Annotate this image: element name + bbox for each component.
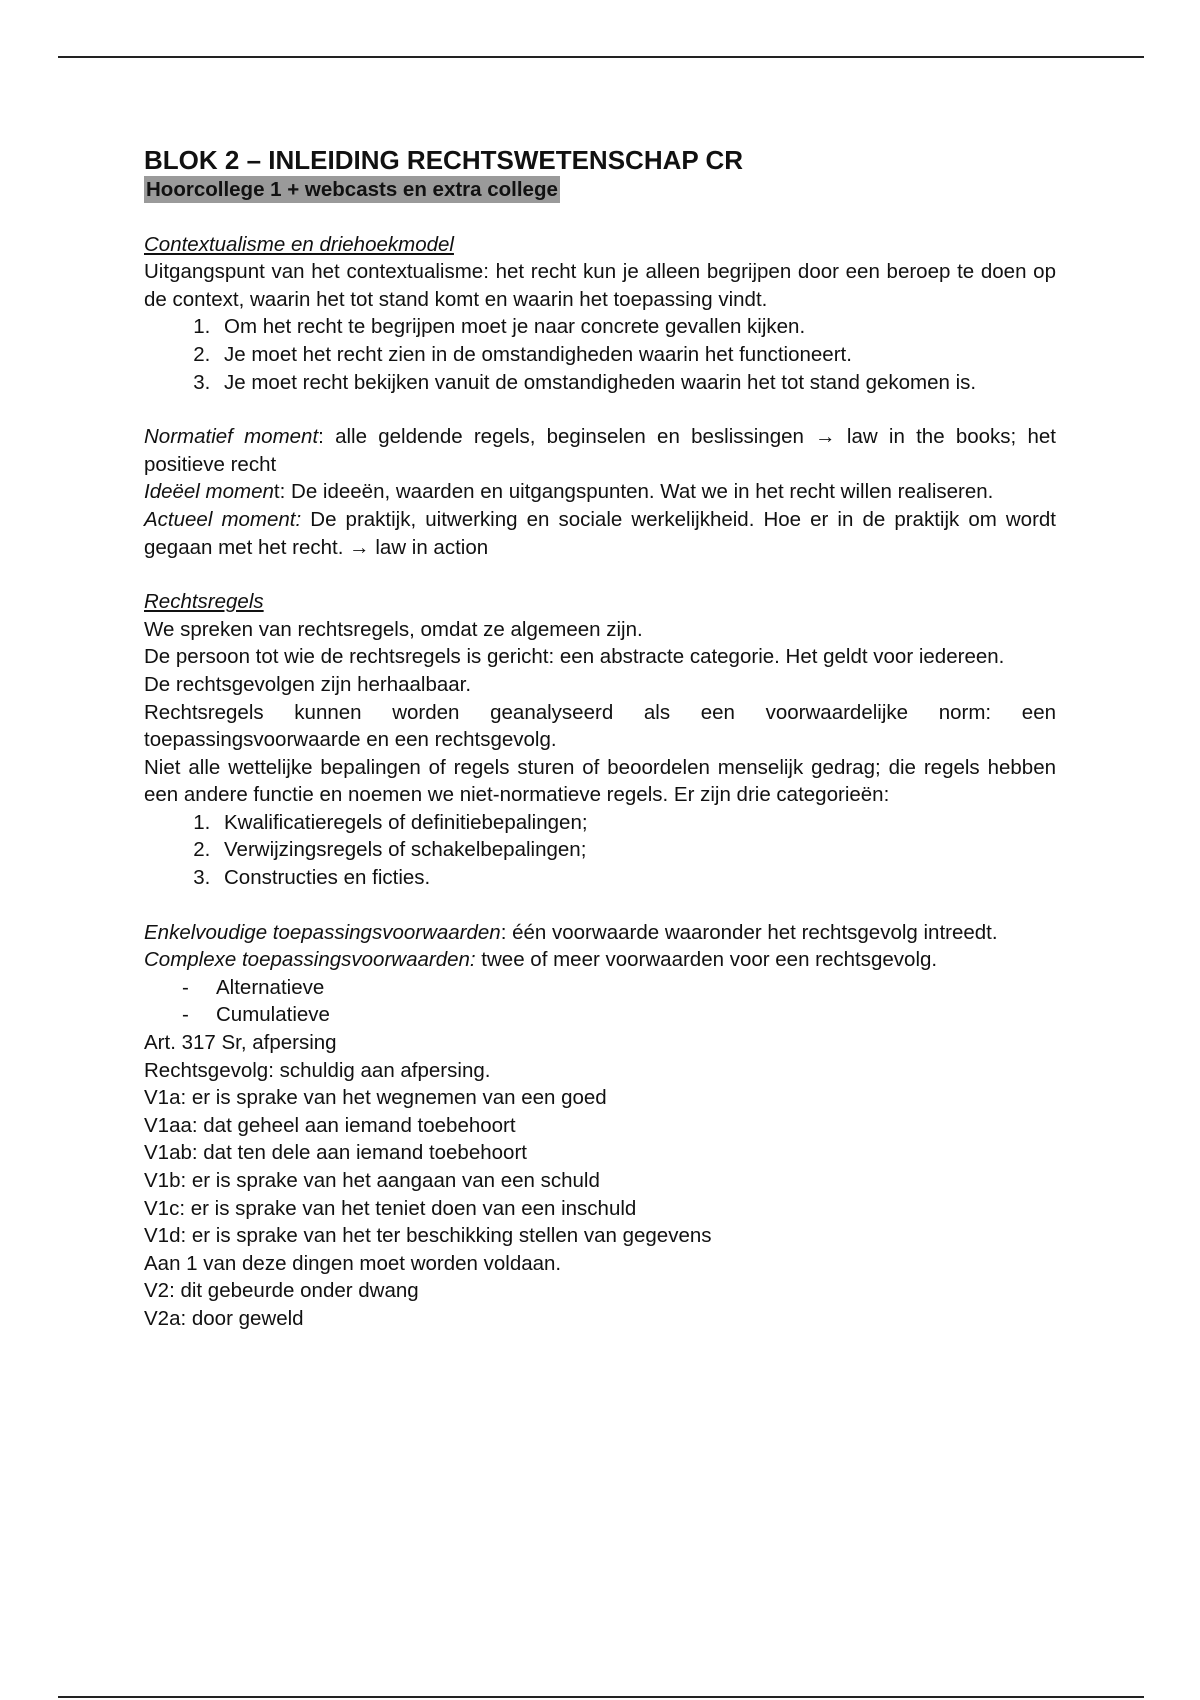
line: V1c: er is sprake van het teniet doen van een inschuld [144, 1196, 637, 1220]
line: V1a: er is sprake van het wegnemen van een goed [144, 1086, 607, 1110]
list-item: 1. Om het recht te begrijpen moet je naar concrete gevallen kijken. [216, 313, 1056, 341]
section-heading-contextualisme: Contextualisme en driehoekmodel [144, 232, 454, 256]
ideeel-text: t: De ideeën, waarden en uitgangspunten. Wat we in het recht willen realiseren. [273, 480, 994, 504]
line: V1aa: dat geheel aan iemand toebehoort [144, 1113, 516, 1137]
list-item: 2. Verwijzingsregels of schakelbepalingen; [216, 836, 1056, 864]
line: V1ab: dat ten dele aan iemand toebehoort [144, 1141, 527, 1165]
document-body [144, 144, 1056, 1333]
list-item: 3. Je moet recht bekijken vanuit de omstandigheden waarin het tot stand gekomen is. [216, 369, 1056, 397]
line: V1b: er is sprake van het aangaan van een schuld [144, 1169, 600, 1192]
actueel-text: De praktijk, uitwerking en sociale werkelijkheid. Hoe er in de praktijk om wordt gegaan met het recht. → law in action [144, 507, 1056, 559]
paragraph: We spreken van rechtsregels, omdat ze algemeen zijn. [144, 617, 643, 641]
list-item: 2. Je moet het recht zien in de omstandigheden waarin het functioneert. [216, 341, 1056, 369]
paragraph: De rechtsgevolgen zijn herhaalbaar. [144, 672, 472, 696]
normatief-term: Normatief moment [144, 425, 319, 449]
dash-list-voorwaarden [144, 974, 1056, 1029]
section-heading-rechtsregels: Rechtsregels [144, 590, 264, 614]
actueel-term: Actueel moment: [144, 507, 302, 531]
numbered-list-context [144, 313, 1056, 396]
enkelvoudige-term: Enkelvoudige toepassingsvoorwaarden [144, 920, 501, 944]
ideeel-term: Ideëel momen [144, 480, 274, 504]
line: V1d: er is sprake van het ter beschikking stellen van gegevens [144, 1224, 712, 1248]
enkelvoudige-text: : één voorwaarde waaronder het rechtsgevolg intreedt. [500, 920, 998, 944]
normatief-text: : alle geldende regels, beginselen en beslissingen → law in the books; het positieve recht [144, 425, 1056, 476]
enkelvoudige-paragraph [144, 919, 1056, 947]
bottom-rule [58, 1696, 1144, 1698]
subtitle-highlight: Hoorcollege 1 + webcasts en extra college [146, 178, 558, 201]
intro-paragraph: Uitgangspunt van het contextualisme: het recht kun je alleen begrijpen door een beroep te doen op de context, waarin het tot stand komt en waarin het toepassing vindt. [144, 260, 1056, 311]
ideeel-moment-paragraph [144, 478, 1056, 506]
complexe-term: Complexe toepassingsvoorwaarden: [144, 948, 476, 972]
line: V2a: door geweld [144, 1306, 304, 1330]
top-rule [58, 56, 1144, 58]
list-item: - Cumulatieve [144, 1001, 1056, 1029]
actueel-moment-paragraph [144, 506, 1056, 561]
line: Aan 1 van deze dingen moet worden voldaan. [144, 1251, 562, 1275]
paragraph: Niet alle wettelijke bepalingen of regels sturen of beoordelen menselijk gedrag; die regels hebben een andere functie en noemen we niet-normatieve regels. Er zijn drie categorieën: [144, 755, 1056, 807]
paragraph: Rechtsregels kunnen worden geanalyseerd als een voorwaardelijke norm: een toepassingsvoorwaarde en een rechtsgevolg. [144, 700, 1056, 752]
document-title: BLOK 2 – INLEIDING RECHTSWETENSCHAP CR [144, 145, 744, 175]
line: Rechtsgevolg: schuldig aan afpersing. [144, 1058, 491, 1082]
complexe-paragraph [144, 946, 1056, 974]
list-item: - Alternatieve [144, 974, 1056, 1002]
list-item: 3. Constructies en ficties. [216, 864, 1056, 892]
line: V2: dit gebeurde onder dwang [144, 1279, 419, 1303]
line: Art. 317 Sr, afpersing [144, 1031, 337, 1055]
paragraph: De persoon tot wie de rechtsregels is gericht: een abstracte categorie. Het geldt voor iedereen. [144, 645, 1005, 669]
normatief-moment-paragraph [144, 423, 1056, 478]
numbered-list-categories [144, 809, 1056, 892]
list-item: 1. Kwalificatieregels of definitiebepalingen; [216, 809, 1056, 837]
complexe-text: twee of meer voorwaarden voor een rechtsgevolg. [475, 948, 938, 972]
